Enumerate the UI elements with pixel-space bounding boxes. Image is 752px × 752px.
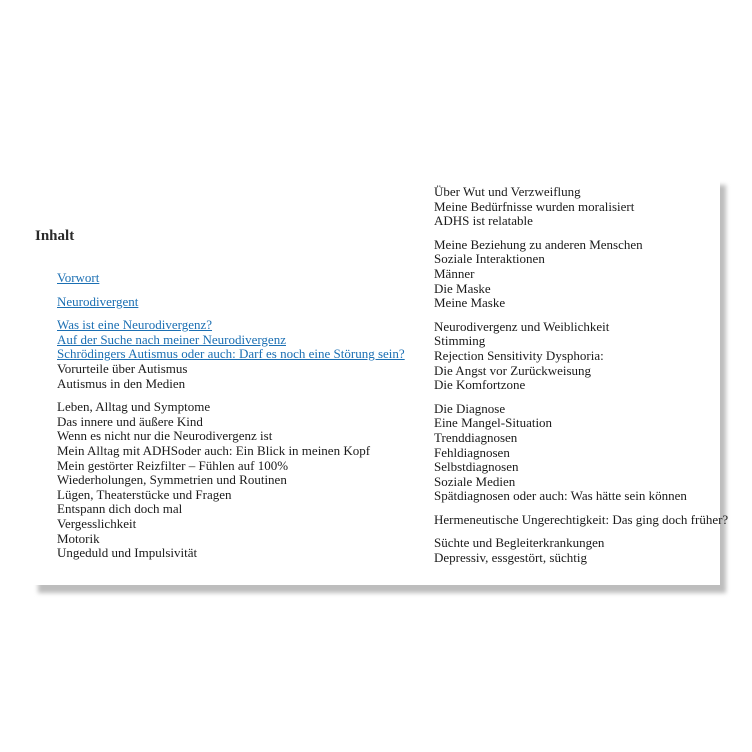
toc-link-vorwort[interactable]: Vorwort — [57, 270, 100, 285]
toc-group-diagnose — [434, 402, 734, 504]
toc-group-hermeneutik — [434, 513, 734, 528]
toc-entry: Die Diagnose — [434, 400, 506, 416]
toc-entry: Die Maske — [434, 280, 491, 296]
toc-entry: Über Wut und Verzweiflung — [434, 184, 581, 199]
toc-link-auf-der-suche[interactable]: Auf der Suche nach meiner Neurodivergenz — [57, 331, 286, 347]
toc-entry: Ungeduld und Impulsivität — [57, 545, 198, 561]
toc-link-schroedingers[interactable]: Schrödingers Autismus oder auch: Darf es noch eine Störung sein? — [57, 346, 405, 362]
toc-entry: Wiederholungen, Symmetrien und Routinen — [57, 472, 287, 488]
toc-entry: Rejection Sensitivity Dysphoria: — [434, 347, 604, 363]
toc-entry: Motorik — [57, 530, 100, 546]
toc-entry: Eine Mangel-Situation — [434, 415, 553, 431]
toc-entry: Meine Bedürfnisse wurden moralisiert — [434, 198, 635, 214]
toc-entry: Meine Beziehung zu anderen Menschen — [434, 236, 643, 252]
toc-link-neurodivergent[interactable]: Neurodivergent — [57, 293, 139, 309]
toc-entry: Leben, Alltag und Symptome — [57, 399, 211, 415]
toc-entry: Süchte und Begleiterkrankungen — [434, 535, 605, 551]
toc-entry: Männer — [434, 265, 475, 281]
toc-heading: Inhalt — [35, 228, 75, 244]
toc-entry: Trenddiagnosen — [434, 429, 518, 445]
toc-entry: Soziale Interaktionen — [434, 251, 545, 267]
toc-entry: Hermeneutische Ungerechtigkeit: Das ging doch früher? — [434, 511, 729, 527]
toc-entry: Mein Alltag mit ADHSoder auch: Ein Blick in meinen Kopf — [57, 442, 371, 458]
toc-entry: Entspann dich doch mal — [57, 501, 183, 517]
toc-link-was-ist[interactable]: Was ist eine Neurodivergenz? — [57, 317, 213, 333]
toc-entry: Wenn es nicht nur die Neurodivergenz ist — [57, 428, 273, 444]
toc-entry: Mein gestörter Reizfilter – Fühlen auf 100% — [57, 457, 289, 473]
toc-entry: Meine Maske — [434, 295, 506, 311]
toc-group-weiblichkeit — [434, 320, 734, 393]
toc-entry: Fehldiagnosen — [434, 444, 510, 460]
toc-group-suechte — [434, 536, 734, 565]
toc-entry: Vorurteile über Autismus — [57, 360, 188, 376]
toc-entry: ADHS ist relatable — [434, 213, 533, 229]
toc-entry: Soziale Medien — [434, 473, 516, 489]
toc-entry: Vergesslichkeit — [57, 515, 137, 531]
toc-entry: Neurodivergenz und Weiblichkeit — [434, 318, 610, 334]
toc-group-neurodivergent — [57, 295, 417, 310]
toc-right-column — [434, 185, 734, 575]
toc-entry: Stimming — [434, 333, 486, 349]
toc-group-definition — [57, 318, 417, 391]
toc-entry: Das innere und äußere Kind — [57, 413, 203, 429]
toc-group-alltag — [57, 400, 417, 561]
toc-entry: Die Komfortzone — [434, 377, 526, 393]
toc-entry: Lügen, Theaterstücke und Fragen — [57, 486, 232, 502]
toc-entry: Autismus in den Medien — [57, 375, 186, 391]
toc-entry: Selbstdiagnosen — [434, 459, 519, 475]
toc-group-beziehung — [434, 238, 734, 311]
toc-group-foreword — [57, 271, 417, 286]
toc-group-wut — [434, 185, 734, 229]
toc-left-column — [57, 271, 417, 570]
toc-entry: Depressiv, essgestört, süchtig — [434, 550, 587, 566]
toc-entry: Spätdiagnosen oder auch: Was hätte sein können — [434, 488, 687, 504]
toc-entry: Die Angst vor Zurückweisung — [434, 362, 592, 378]
